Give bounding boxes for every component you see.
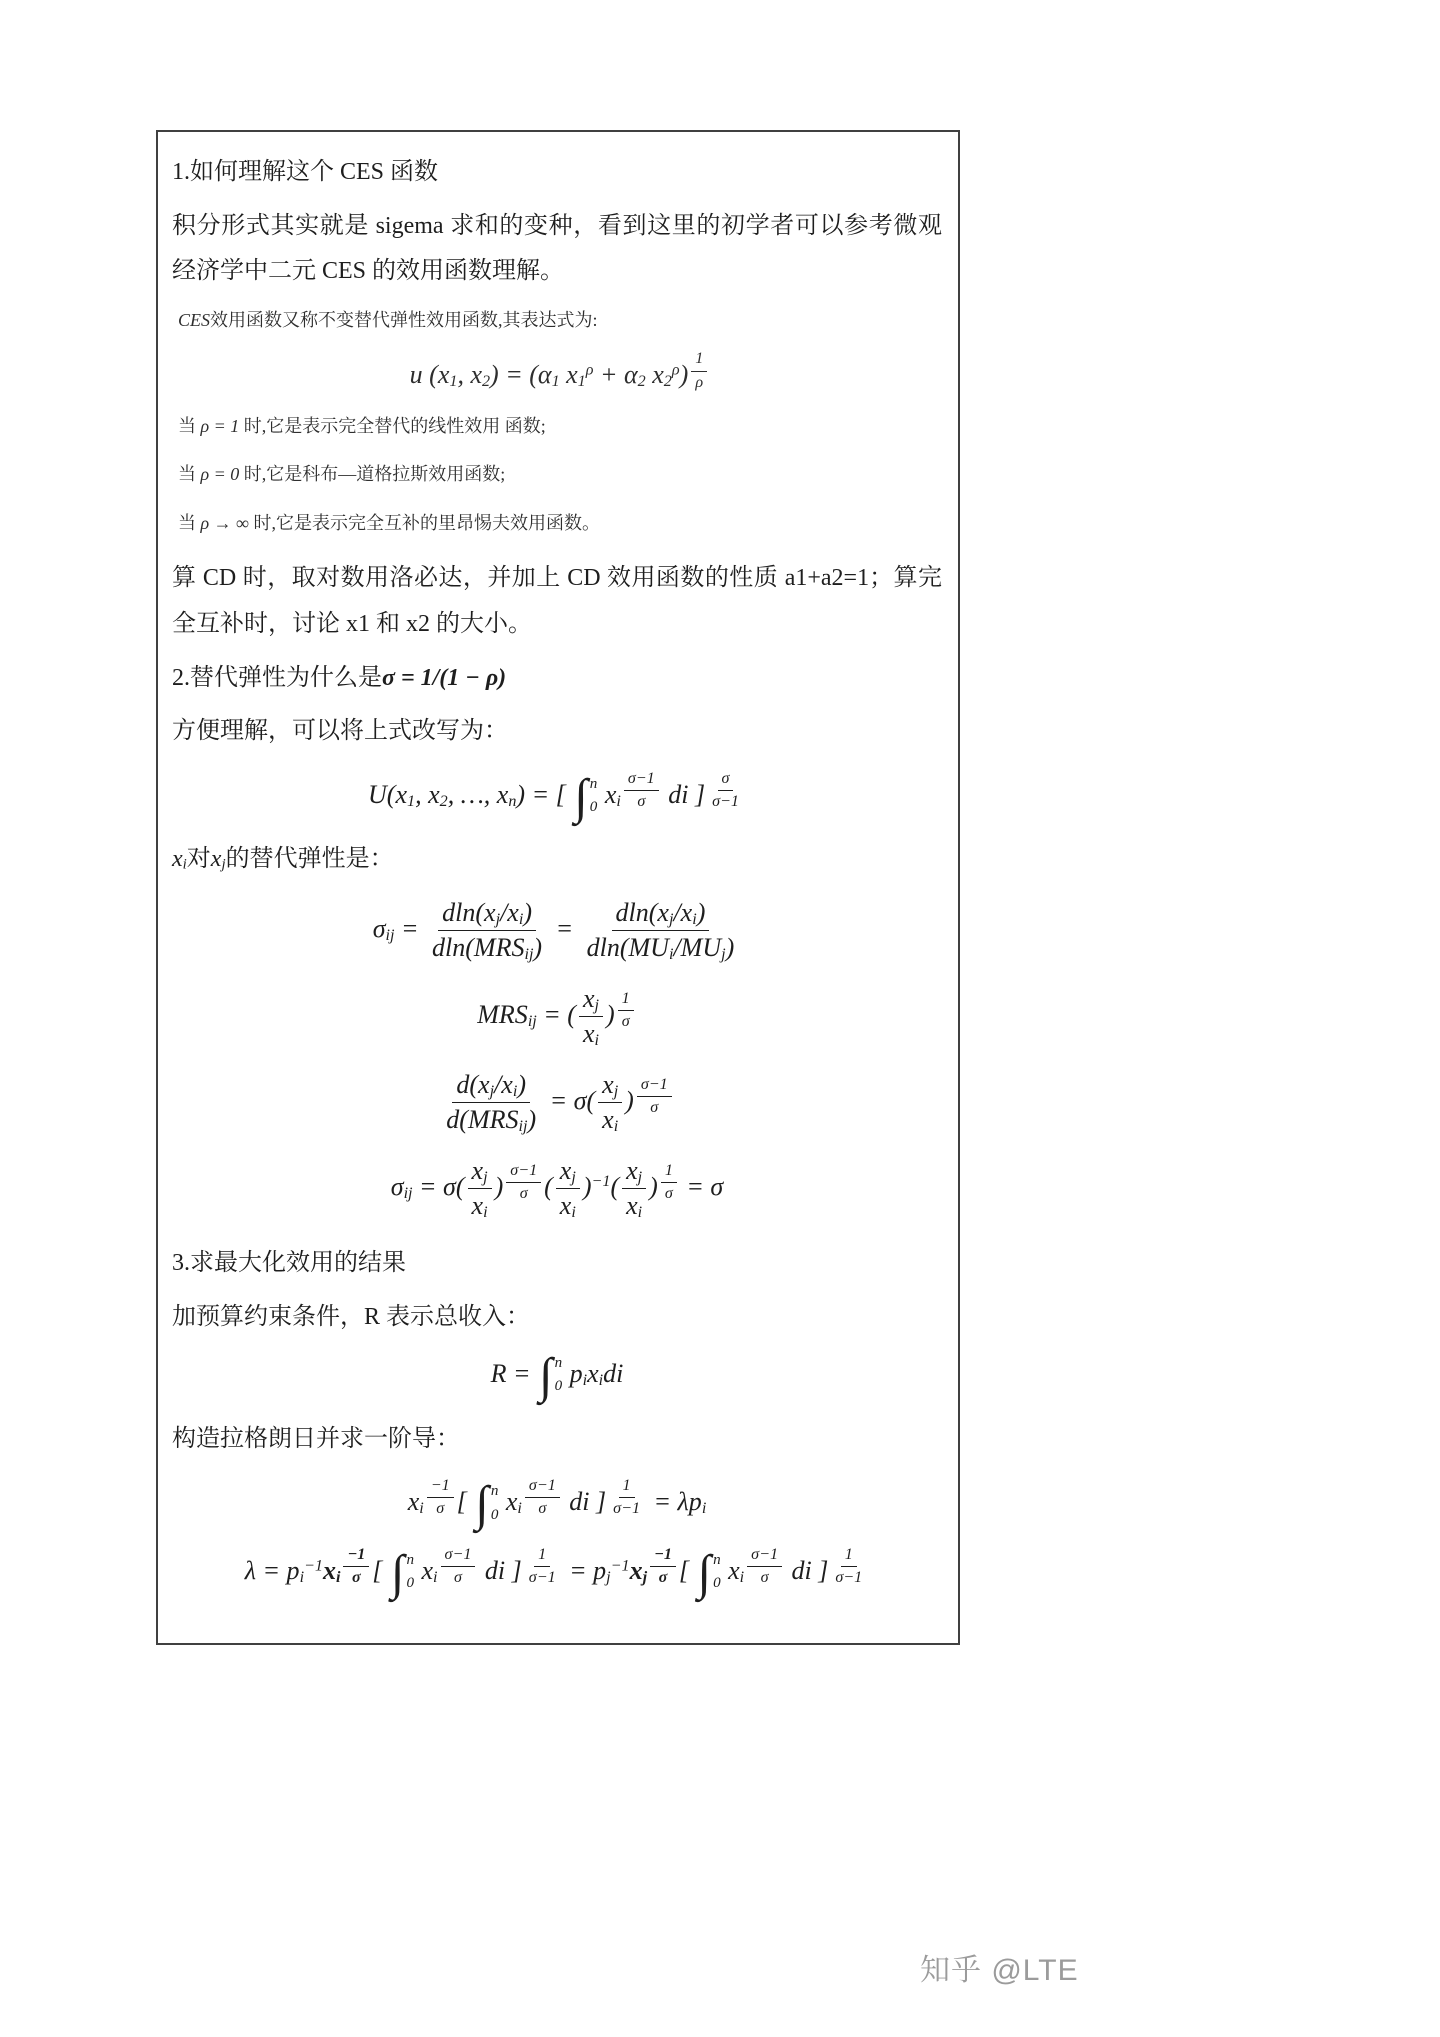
formula-mrs: $MRS_{ij}$ = ( $\frac{x_j}{x_i}$ ) $^{\frac{1}{\sigma}}$ [172, 983, 942, 1051]
excerpt-case-rho-0-post: 时,它是科布—道格拉斯效用函数; [239, 464, 506, 485]
excerpt-intro [178, 305, 942, 336]
formula-sigma-result: $\sigma_{ij} = \sigma$( $\frac{x_j}{x_i}$ ) $^{\frac{\sigma-1}{\sigma}}$ ( $\frac{x_j}{x_i}$ )$^{-1}$( $\frac{x_j}{x_i}$ ) $^{\frac{1}{\sigma}}$ = σ [390, 1155, 724, 1222]
excerpt-intro-math: CES [178, 309, 211, 330]
excerpt-case-rho-inf [178, 508, 942, 539]
elasticity-line [172, 837, 942, 883]
excerpt-case-rho-1-math: ρ = 1 [200, 415, 240, 436]
budget-note: 加预算约束条件，R 表示总收入： [172, 1303, 531, 1330]
elasticity-text-1: 对 [186, 846, 211, 873]
excerpt-intro-text: 效用函数又称不变替代弹性效用函数,其表达式为: [210, 309, 598, 330]
elasticity-xi: $x_i$ [172, 846, 187, 873]
formula-lambda-equality: $\lambda = p_i^{-1}x_i$ $^{\frac{-1}{\sigma}}$ [ ∫ n 0 $x_i$ $^{\frac{\sigma-1}{\sigma}}$ di ] $^{\frac{1}{\sigma-1}}$ = $p_j^{-1}x_j$ $^{\frac{-1}{\sigma}}$ [ ∫ n 0 $x_i$ $^{\frac{\sigma-1}{\sigma}}$ di ] $^{\frac{1}{\sigma-1}}$ [244, 1544, 863, 1600]
section2-heading-text: 2.替代弹性为什么是 [172, 664, 382, 691]
excerpt-case-rho-0 [178, 459, 942, 490]
excerpt-case-rho-inf-pre: 当 [178, 512, 201, 533]
formula-budget: R = ∫ n 0 $p_ix_idi$ [490, 1348, 624, 1404]
section3-heading: 3.求最大化效用的结果 [172, 1249, 406, 1276]
excerpt-case-rho-0-math: ρ = 0 [200, 464, 240, 485]
formula-sigma-definition: $\sigma_{ij}$ = $dln(x_j/x_i)$ $dln(MRS_{ij})$ = $dln(x_j/x_i)$ $dln(MU_i/MU_j)$ [372, 897, 735, 964]
section1-paragraph2: 算 CD 时，取对数用洛必达，并加上 CD 效用函数的性质 a1+a2=1；算完全互补时，讨论 x1 和 x2 的大小。 [172, 565, 942, 638]
formula-first-order-condition: $x_i$ $^{\frac{-1}{\sigma}}$ [ ∫ n 0 $x_i$ $^{\frac{\sigma-1}{\sigma}}$ di ] $^{\frac{1}{\sigma-1}}$ = $\lambda p_i$ [407, 1476, 707, 1532]
section1-heading: 1.如何理解这个 CES 函数 [172, 159, 439, 185]
elasticity-text-2: 的替代弹性是： [225, 846, 394, 873]
zhihu-watermark: 知乎 @LTE [920, 1954, 1079, 1987]
formula-ces-two-good: u ($x_1$, $x_2) = (\alpha_1$ $x_1^\rho + \alpha_2$ $x_2^\rho$) $^{\frac{1}{\rho}}$ [178, 349, 942, 392]
section1-paragraph: 积分形式其实就是 sigema 求和的变种，看到这里的初学者可以参考微观经济学中二元 CES 的效用函数理解。 [172, 212, 942, 285]
elasticity-xj: $x_j$ [210, 846, 226, 873]
excerpt-case-rho-inf-math: ρ → ∞ [200, 512, 249, 533]
formula-ces-integral: $U(x_1$, $x_2$, …, $x_n$) = [ ∫ n 0 $x_i$ $^{\frac{\sigma-1}{\sigma}}$ di ] $^{\frac{\sigma}{\sigma-1}}$ [368, 768, 739, 824]
excerpt-case-rho-1-post: 时,它是表示完全替代的线性效用 函数; [239, 415, 546, 436]
textbook-excerpt-image [178, 305, 942, 539]
formula-dmrs: $d(x_j/x_i)$ $d(MRS_{ij})$ = σ( $\frac{x_j}{x_i}$ ) $^{\frac{\sigma-1}{\sigma}}$ [172, 1069, 942, 1137]
excerpt-case-rho-1-pre: 当 [178, 415, 201, 436]
excerpt-case-rho-0-pre: 当 [178, 464, 201, 485]
excerpt-case-rho-inf-post: 时,它是表示完全互补的里昂惕夫效用函数。 [248, 512, 600, 533]
document-box [156, 130, 960, 1645]
section2-heading-math: σ = 1/(1 − ρ) [382, 664, 507, 691]
section2-heading [172, 656, 942, 702]
rewrite-note: 方便理解，可以将上式改写为： [172, 718, 508, 745]
excerpt-case-rho-1 [178, 411, 942, 442]
lagrange-note: 构造拉格朗日并求一阶导： [172, 1425, 460, 1452]
